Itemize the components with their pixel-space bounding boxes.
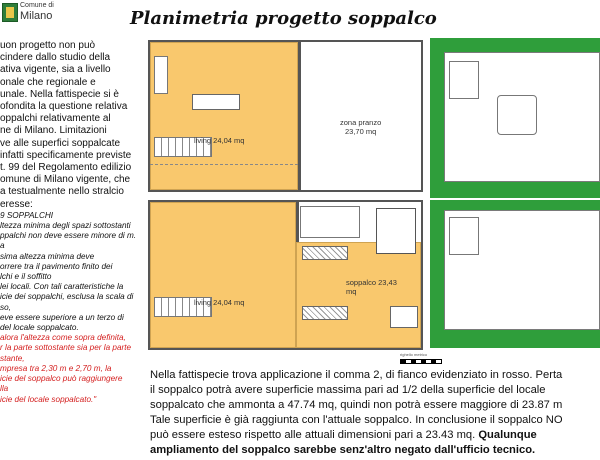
left-text-line: t. 99 del Regolamento edilizio	[0, 162, 132, 174]
left-text-line: uon progetto non può	[0, 40, 96, 51]
left-text-column	[0, 40, 146, 405]
left-text-line: r la parte sottostante sia per la parte	[0, 343, 132, 353]
conclusion-line: Nella fattispecie trova applicazione il comma 2, di fianco evidenziato in rosso. Perta	[150, 369, 563, 381]
double-bed	[376, 208, 416, 254]
left-text-line: icie dei soppalchi, esclusa la scala di	[0, 292, 134, 302]
conclusion-line: soppalcato che ammonta a 47.74 mq, quindi non potrà essere maggiore di 23.87 m	[150, 399, 563, 411]
left-text-line: a	[0, 241, 5, 251]
planter	[449, 61, 479, 99]
living-room-void-area	[150, 202, 296, 348]
bathroom	[300, 206, 360, 238]
left-text-line: del locale soppalcato.	[0, 323, 79, 333]
conclusion-line: il soppalco potrà avere superficie massima pari ad 1/2 della superficie del locale	[150, 384, 546, 396]
left-text-line: icie del soppalco può raggiungere	[0, 374, 123, 384]
logo-line2: Milano	[20, 10, 53, 22]
logo-line1: Comune di	[20, 2, 54, 9]
sofa	[192, 94, 240, 110]
room-label-mezzanine: soppalco 23,43 mq	[346, 278, 397, 296]
left-text-line: ne di Milano. Limitazioni	[0, 125, 107, 137]
mezzanine-edge-line	[150, 164, 298, 165]
left-text-line: lei locali. Con tali caratteristiche la	[0, 282, 124, 292]
room-label-dining: zona pranzo 23,70 mq	[340, 118, 382, 136]
partition-wall	[296, 202, 299, 242]
left-text-line: stante,	[0, 353, 25, 363]
left-text-line: mpresa tra 2,30 m e 2,70 m, la	[0, 363, 112, 373]
left-text-line: orrere tra il pavimento finito dei	[0, 261, 113, 271]
left-text-line: cindere dallo studio della	[0, 52, 111, 64]
left-text-line: ve alle superfici soppalcate	[0, 137, 121, 149]
left-text-line: ofondita la questione relativa	[0, 101, 128, 113]
coat-of-arms-icon	[2, 3, 18, 22]
left-text-line: eresse:	[0, 198, 33, 210]
left-text-line: ltezza minima degli spazi sottostanti	[0, 221, 131, 231]
left-text-line: oppalchi relativamente al	[0, 113, 111, 125]
room-label-living: living 24,04 mq	[194, 298, 245, 307]
room-label-living: living 24,04 mq	[194, 136, 245, 145]
garden-lower	[430, 200, 600, 348]
planter	[449, 217, 479, 255]
left-text-line: ppalchi non deve essere minore di m.	[0, 231, 137, 241]
scale-bar: righello metrico	[400, 352, 440, 364]
terrace-lower	[444, 210, 600, 330]
conclusion-text	[150, 368, 600, 458]
left-text-line: lla	[0, 384, 9, 394]
garden-upper	[430, 38, 600, 198]
left-text-line: ativa vigente, sia a livello	[0, 64, 111, 76]
dining-table	[497, 95, 537, 135]
floor-plan-ground	[148, 40, 423, 192]
terrace-upper	[444, 52, 600, 182]
left-text-line: alora l'altezza come sopra definita,	[0, 333, 126, 343]
left-text-line: lchi e il soffitto	[0, 272, 52, 282]
left-text-line: eve essere superiore a un terzo di	[0, 312, 124, 322]
desk	[302, 246, 348, 260]
left-text-line: sima altezza minima deve	[0, 251, 95, 261]
conclusion-line: può essere esteso rispetto alle attuali dimensioni pari a 23.43 mq. Qualunque	[150, 429, 537, 441]
comune-milano-logo	[0, 0, 58, 22]
left-text-line: so,	[0, 302, 11, 312]
left-text-line: 9 SOPPALCHI	[0, 210, 54, 220]
shelf	[302, 306, 348, 320]
living-room-area	[150, 42, 298, 190]
left-text-line: unale. Nella fattispecie si è	[0, 88, 119, 100]
left-text-line: omune di Milano vigente, che	[0, 174, 131, 186]
left-text-line: infatti specificamente previste	[0, 149, 132, 161]
conclusion-line: Tale superficie è già raggiunta con l'attuale soppalco. In conclusione il soppalco NO	[150, 414, 563, 426]
partition-wall	[298, 42, 301, 190]
kitchen-counter	[154, 56, 168, 94]
conclusion-line: ampliamento del soppalco sarebbe senz'altro negato dall'ufficio tecnico.	[150, 444, 536, 456]
armchair	[390, 306, 418, 328]
left-text-line: icie del locale soppalcato."	[0, 394, 97, 404]
slide-title: Planimetria progetto soppalco	[130, 8, 437, 29]
left-text-line: a testualmente nello stralcio	[0, 186, 124, 198]
floor-plan-mezzanine	[148, 200, 423, 350]
left-text-line: onale che regionale e	[0, 76, 96, 88]
